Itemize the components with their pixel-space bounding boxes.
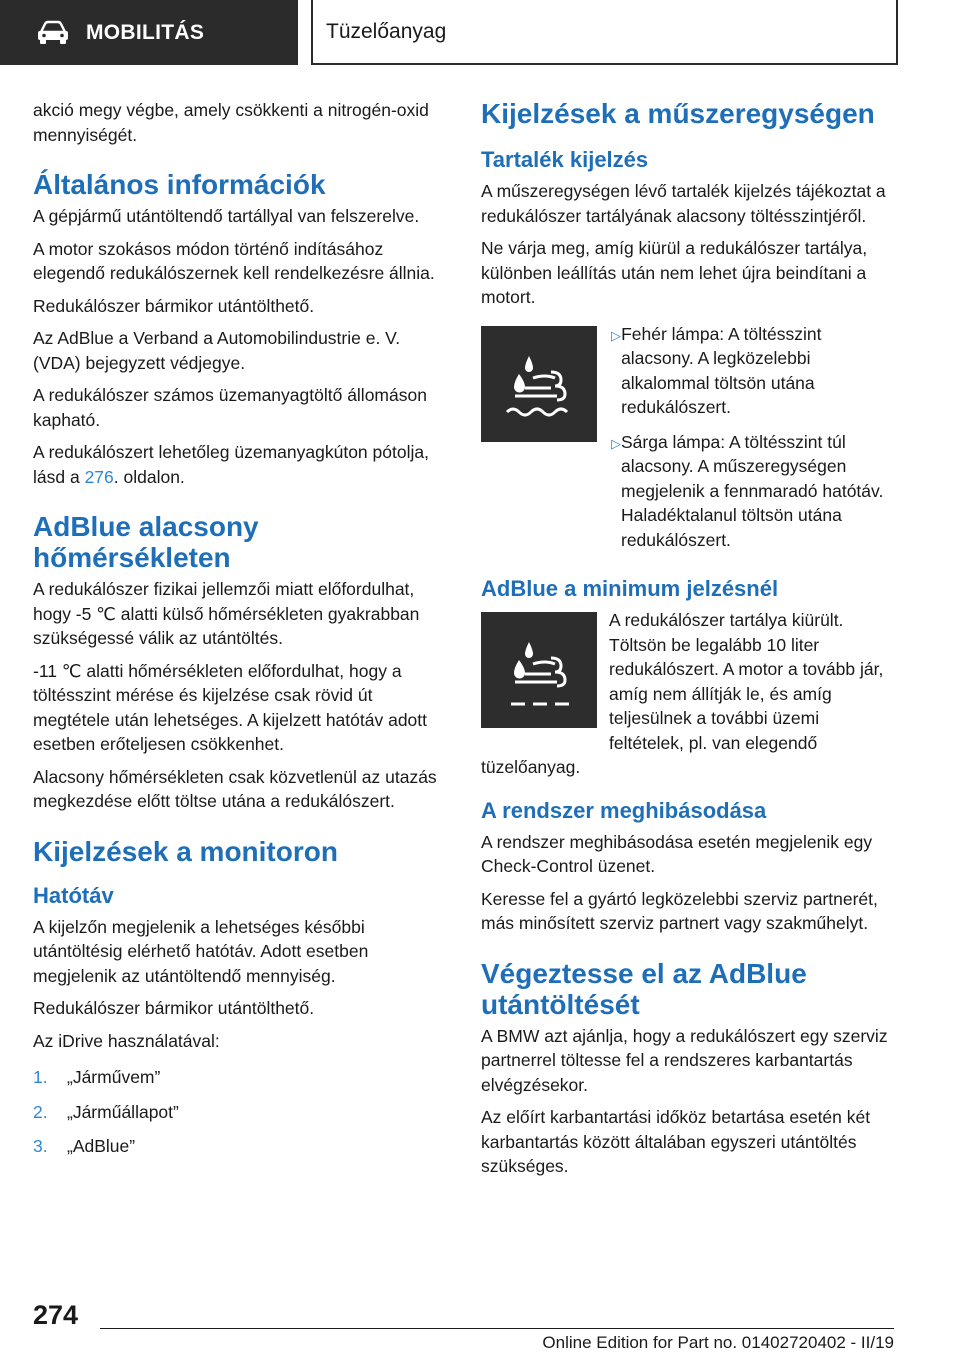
bullet-text: Sárga lámpa: A töltésszint túl alacsony. A műszeregységen megjelenik a fennmaradó hatótáv. Haladéktalanul töltsön utána redukálószert. xyxy=(621,431,884,550)
range-heading: Hatótáv xyxy=(33,882,114,908)
adblue-empty-lamp-icon xyxy=(481,612,597,728)
minimum-block xyxy=(481,608,895,788)
list-item xyxy=(33,1100,443,1125)
triangle-right-icon: ▷ xyxy=(611,327,621,343)
reserve-p2: Ne várja meg, amíg kiürül a redukálószer tartálya, különben leállítás után nem lehet újra beindítani a motort. xyxy=(481,238,868,307)
fault-heading: A rendszer meghibásodása xyxy=(481,797,767,823)
reserve-p1: A műszeregységen lévő tartalék kijelzés tájékoztat a redukálószer tartályának alacsony töltésszintjéről. xyxy=(481,181,886,226)
reserve-heading: Tartalék kijelzés xyxy=(481,147,649,172)
lamp-bullets xyxy=(611,322,895,563)
topic-header xyxy=(311,0,898,65)
intro-paragraph: akció megy végbe, amely csökkenti a nitrogén-oxid mennyiségét. xyxy=(33,100,429,145)
step-text: „AdBlue” xyxy=(67,1136,136,1156)
refill-heading: Végeztesse el az AdBlue utántöltését xyxy=(481,957,807,1020)
step-text: „Járművem” xyxy=(67,1067,161,1087)
footer-divider xyxy=(100,1328,894,1329)
step-number: 3. xyxy=(33,1136,48,1156)
minimum-p1: A redukálószer tartálya kiürült. Töltsön be legalább 10 liter redukálószert. A motor a tovább jár, amíg nem állítják le, és amíg teljesülnek a további üzemi feltételek, pl. van elegendő tüzelőanyag. xyxy=(481,610,884,777)
general-p6 xyxy=(33,440,443,489)
page-number: 274 xyxy=(33,1300,79,1330)
left-column xyxy=(33,98,443,1169)
lowtemp-heading: AdBlue alacsony hőmérsékleten xyxy=(33,511,259,573)
adblue-lamp-icon xyxy=(481,326,597,442)
topic-title: Tüzelőanyag xyxy=(326,20,447,43)
bullet-text: Fehér lámpa: A töltésszint alacsony. A legközelebbi alkalommal töltsön utána redukálószert. xyxy=(621,323,822,417)
list-item xyxy=(611,430,895,553)
idrive-steps xyxy=(33,1065,443,1159)
monitor-heading: Kijelzések a monitoron xyxy=(33,835,338,867)
step-number: 2. xyxy=(33,1101,48,1122)
right-column xyxy=(481,98,895,1187)
list-item xyxy=(33,1065,443,1090)
edition-info: Online Edition for Part no. 01402720402 - II/19 xyxy=(542,1333,894,1352)
instrument-heading: Kijelzések a műszeregységen xyxy=(481,98,875,129)
general-p2: A motor szokásos módon történő indításához elegendő redukálószernek kell rendelkezésre állnia. xyxy=(33,238,435,283)
step-text: „Járműállapot” xyxy=(67,1101,179,1122)
lowtemp-p2: -11 ℃ alatti hőmérsékleten előfordulhat, hogy a töltésszint mérése és kijelzése csak rövid út megtétele után lehetséges. A kijelzett hatótáv adott esetben erőteljesen csökkenhet. xyxy=(33,660,428,754)
general-p6-after: . oldalon. xyxy=(113,466,185,487)
general-p4: Az AdBlue a Verband a Automobilindustrie e. V. (VDA) bejegyzett védjegye. xyxy=(33,328,401,373)
minimum-heading: AdBlue a minimum jelzésnél xyxy=(481,576,779,601)
refill-p1: A BMW azt ajánlja, hogy a redukálószert egy szerviz partnerrel töltesse fel a rendszeres karbantartás elvégzésekor. xyxy=(481,1025,888,1095)
step-number: 1. xyxy=(33,1067,48,1087)
section-title: MOBILITÁS xyxy=(86,20,205,44)
monitor-p3: Az iDrive használatával: xyxy=(33,1030,220,1051)
general-p6-before: A redukálószert lehetőleg üzemanyagkúton pótolja, lásd a xyxy=(33,442,429,487)
car-icon xyxy=(36,20,70,46)
lowtemp-p1: A redukálószer fizikai jellemzői miatt előfordulhat, hogy -5 ℃ alatti külső hőmérsékleten gyakrabban szükségessé válik az utántöltés. xyxy=(33,579,420,648)
list-item xyxy=(33,1134,443,1159)
general-heading: Általános információk xyxy=(33,169,326,200)
lowtemp-p3: Alacsony hőmérsékleten csak közvetlenül az utazás megkezdése előtt töltse utána a redukálószert. xyxy=(33,766,437,811)
page-reference-link[interactable]: 276 xyxy=(84,466,114,487)
refill-p2: Az előírt karbantartási időköz betartása esetén két karbantartás között általában egyszeri utántöltés szükséges. xyxy=(481,1107,871,1176)
fault-p1: A rendszer meghibásodása esetén megjelenik egy Check-Control üzenet. xyxy=(481,831,873,876)
general-p1: A gépjármű utántöltendő tartállyal van felszerelve. xyxy=(33,206,420,226)
monitor-p1: A kijelzőn megjelenik a lehetséges későbbi utántöltésig elérhető hatótáv. Adott esetben megjelenik az utántöltendő mennyiség. xyxy=(33,916,369,986)
section-tab xyxy=(0,0,298,65)
fault-p2: Keresse fel a gyártó legközelebbi szerviz partnerét, más minősített szerviz partnert vagy szakműhelyt. xyxy=(481,888,878,933)
monitor-p2: Redukálószer bármikor utántölthető. xyxy=(33,998,315,1018)
general-p3: Redukálószer bármikor utántölthető. xyxy=(33,295,315,316)
general-p5: A redukálószer számos üzemanyagtöltő állomáson kapható. xyxy=(33,385,427,430)
list-item xyxy=(611,322,895,420)
triangle-right-icon: ▷ xyxy=(611,435,621,451)
